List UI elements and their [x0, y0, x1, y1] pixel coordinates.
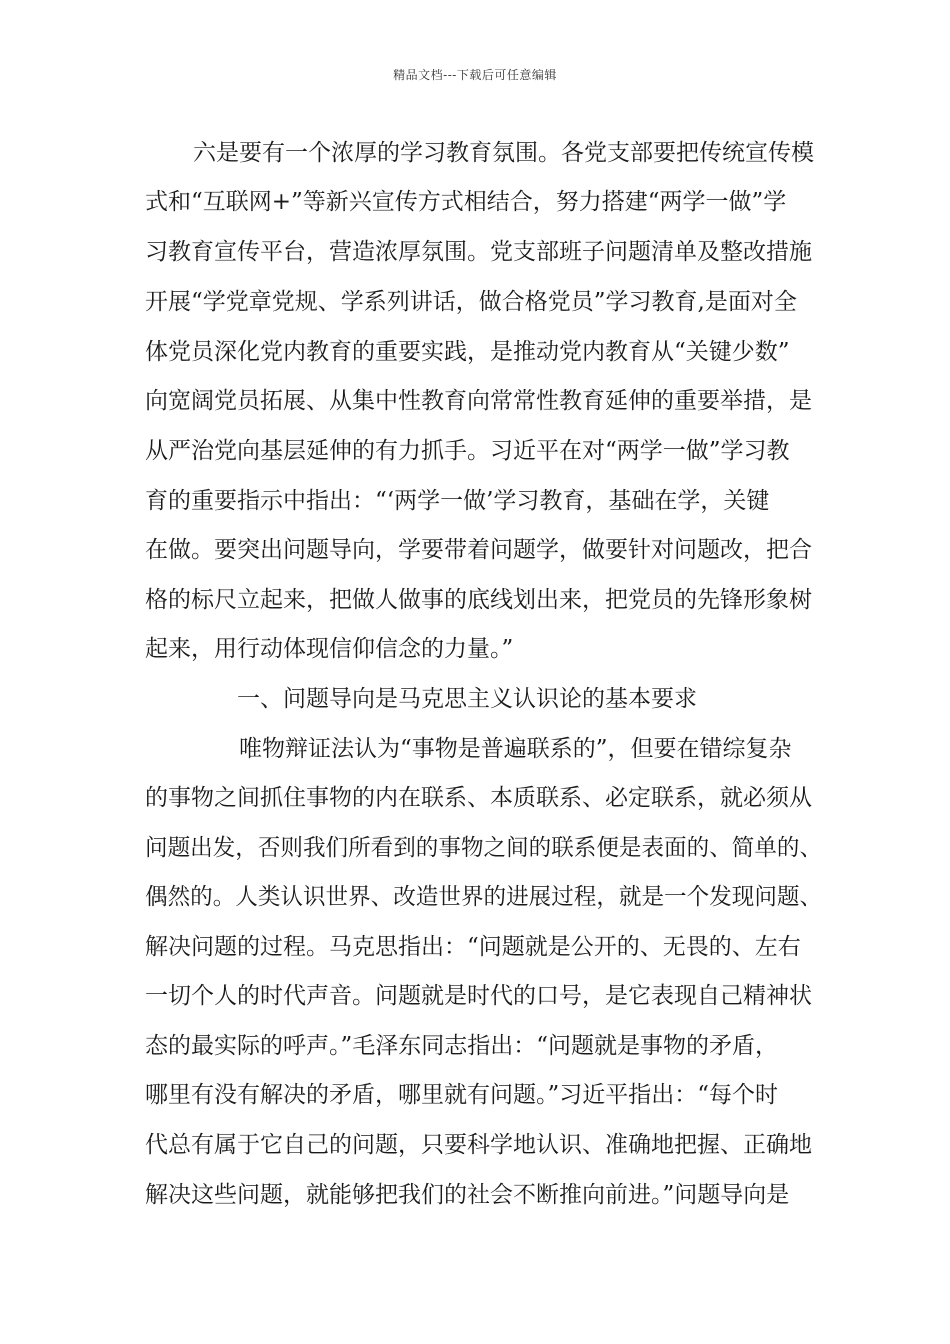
paragraph-line: 育的重要指示中指出：“‘两学一做’学习教育，基础在学，关键 — [145, 488, 770, 514]
paragraph-line: 态的最实际的呼声。”毛泽东同志指出：“问题就是事物的矛盾， — [145, 1033, 779, 1059]
paragraph-line: 哪里有没有解决的矛盾，哪里就有问题。”习近平指出：“每个时 — [145, 1082, 779, 1108]
paragraph-line: 代总有属于它自己的问题，只要科学地认识、准确地把握、正确地 — [145, 1132, 812, 1158]
paragraph-line: 解决问题的过程。马克思指出：“问题就是公开的、无畏的、左右 — [145, 934, 801, 960]
paragraph-line: 偶然的。人类认识世界、改造世界的进展过程，就是一个发现问题、 — [145, 884, 823, 910]
paragraph-line: 六是要有一个浓厚的学习教育氛围。各党支部要把传统宣传模 — [193, 140, 814, 166]
paragraph-line: 从严治党向基层延伸的有力抓手。习近平在对“两学一做”学习教 — [145, 438, 790, 464]
paragraph-line: 习教育宣传平台，营造浓厚氛围。党支部班子问题清单及整改措施 — [145, 239, 812, 265]
paragraph-line: 起来，用行动体现信仰信念的力量。” — [145, 636, 514, 662]
paragraph-line: 在做。要突出问题导向，学要带着问题学，做要针对问题改，把合 — [145, 537, 812, 563]
paragraph-line: 解决这些问题，就能够把我们的社会不断推向前进。”问题导向是 — [145, 1182, 790, 1208]
paragraph-line: 式和“互联网+”等新兴宣传方式相结合，努力搭建“两学一做”学 — [145, 189, 787, 215]
paragraph-line: 体党员深化党内教育的重要实践，是推动党内教育从“关键少数” — [145, 339, 790, 365]
paragraph-line: 问题出发，否则我们所看到的事物之间的联系便是表面的、简单的、 — [145, 835, 823, 861]
paragraph-line: 向宽阔党员拓展、从集中性教育向常常性教育延伸的重要举措，是 — [145, 388, 812, 414]
paragraph-line: 开展“学党章党规、学系列讲话，做合格党员”学习教育,是面对全 — [145, 289, 797, 315]
section-heading: 一、问题导向是马克思主义认识论的基本要求 — [237, 686, 697, 712]
page-header: 精品文档---下载后可任意编辑 — [393, 68, 557, 82]
paragraph-line: 的事物之间抓住事物的内在联系、本质联系、必定联系，就必须从 — [145, 785, 812, 811]
paragraph-line: 一切个人的时代声音。问题就是时代的口号，是它表现自己精神状 — [145, 983, 812, 1009]
paragraph-line: 格的标尺立起来，把做人做事的底线划出来，把党员的先锋形象树 — [145, 587, 812, 613]
paragraph-line: 唯物辩证法认为“事物是普遍联系的”，但要在错综复杂 — [239, 736, 792, 762]
